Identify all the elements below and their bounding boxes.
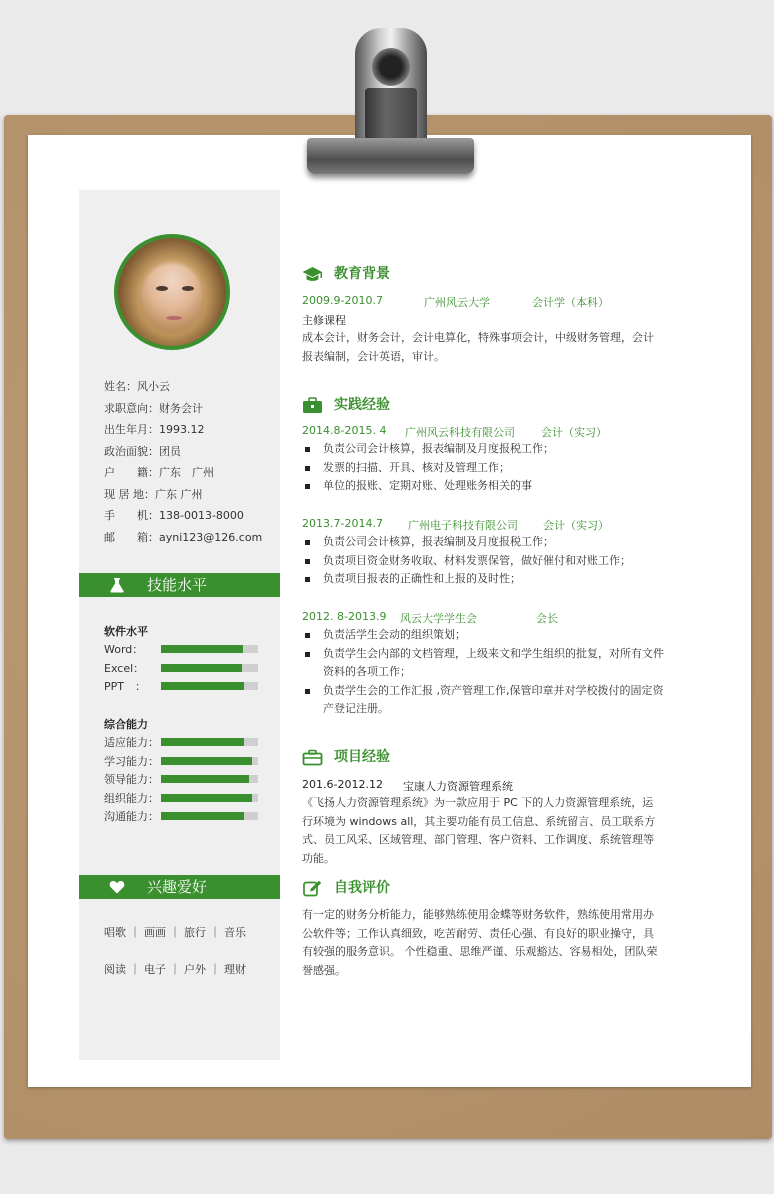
practice-org: 广州电子科技有限公司 [408, 519, 518, 532]
project-name: 宝康人力资源管理系统 [403, 780, 513, 793]
list-item: 单位的报账、定期对账、处理账务相关的事 [302, 477, 664, 496]
skill-bar-fill [161, 757, 252, 765]
hobby-line: 阅读 ｜ 电子 ｜ 户外 ｜ 理财 [104, 963, 246, 976]
education-title: 教育背景 [334, 266, 390, 282]
list-item: 负责项目资金财务收取、材料发票保管，做好催付和对账工作； [302, 552, 664, 571]
skill-row [104, 769, 264, 788]
skill-bar-fill [161, 812, 244, 820]
skill-label: Excel： [104, 661, 145, 675]
edit-icon [302, 880, 323, 897]
heart-icon [109, 879, 125, 895]
education-period: 2009.9-2010.7 [302, 294, 383, 307]
skill-bar-fill [161, 664, 242, 672]
practice-period: 2013.7-2014.7 [302, 517, 383, 530]
skill-bar-fill [161, 738, 244, 746]
avatar-mouth [166, 316, 182, 320]
clip-plate [365, 88, 417, 140]
practice-role: 会计（实习） [543, 519, 609, 532]
list-item: 负责学生会的工作汇报 ,资产管理工作,保管印章并对学校拨付的固定资产登记注册。 [302, 682, 664, 719]
info-row-hukou: 户 籍：广东 广州 [104, 466, 214, 479]
skill-bar-fill [161, 682, 244, 690]
skill-bar-track [161, 738, 258, 746]
practice-period: 2012. 8-2013.9 [302, 610, 387, 623]
skill-row [104, 732, 264, 751]
skills-group-title: 软件水平 [104, 625, 148, 638]
education-major: 会计学（本科） [532, 296, 609, 309]
practice-duties [302, 440, 664, 496]
info-row-name: 姓名：风小云 [104, 380, 170, 393]
info-row-birth: 出生年月：1993.12 [104, 423, 205, 436]
course-list: 成本会计，财务会计，会计电算化，特殊事项会计，中级财务管理，会计报表编制，会计英语，审计。 [302, 331, 654, 363]
list-item: 负责项目报表的正确性和上报的及时性； [302, 570, 664, 589]
skill-label: Word： [104, 643, 144, 656]
skills-group-software [104, 623, 264, 695]
skill-bar-track [161, 664, 258, 672]
skill-bar-fill [161, 775, 249, 783]
project-title: 项目经验 [334, 749, 390, 765]
skill-label: 适应能力： [104, 736, 159, 749]
skill-label: PPT ： [104, 680, 146, 694]
skill-bar-fill [161, 645, 243, 653]
self-eval-title: 自我评价 [334, 880, 390, 896]
education-school: 广州风云大学 [424, 296, 490, 309]
clip-base [307, 138, 474, 174]
skill-bar-track [161, 794, 258, 802]
skill-row [104, 639, 264, 658]
info-row-phone: 手 机：138-0013-8000 [104, 509, 244, 522]
info-row-email: 邮 箱：ayni123@126.com [104, 530, 263, 544]
avatar-hair [118, 238, 226, 346]
graduation-cap-icon [302, 266, 323, 283]
avatar [114, 234, 230, 350]
list-item: 负责学生会内部的文档管理，上级来文和学生组织的批复，对所有文件资料的各项工作； [302, 645, 664, 682]
skill-bar-track [161, 645, 258, 653]
skills-group-general [104, 716, 264, 825]
self-eval-text: 有一定的财务分析能力，能够熟练使用金蝶等财务软件，熟练使用常用办公软件等；工作认真细致，吃苦耐劳、责任心强、有良好的职业操守，具有较强的服务意识。 个性稳重、思维严谨、乐观豁达、容易相处，团队荣誉感强。 [302, 908, 658, 977]
skill-label: 学习能力： [104, 754, 159, 768]
skill-label: 领导能力： [104, 773, 159, 787]
info-row-residence: 现 居 地：广东 广州 [104, 487, 203, 501]
briefcase-icon [302, 397, 323, 414]
list-item: 负责公司会计核算，报表编制及月度报税工作； [302, 440, 664, 459]
personal-info [104, 380, 280, 552]
skill-bar-fill [161, 794, 252, 802]
skill-bar-track [161, 775, 258, 783]
list-item: 负责活学生会动的组织策划； [302, 626, 664, 645]
project-period: 201.6-2012.12 [302, 778, 383, 791]
practice-role: 会长 [536, 612, 558, 625]
practice-role: 会计（实习） [541, 426, 607, 439]
skill-row [104, 658, 264, 677]
practice-period: 2014.8-2015. 4 [302, 424, 387, 437]
info-row-politics: 政治面貌：团员 [104, 444, 181, 458]
skill-bar-track [161, 812, 258, 820]
info-row-objective: 求职意向：财务会计 [104, 401, 203, 415]
project-description: 《飞扬人力资源管理系统》为一款应用于 PC 下的人力资源管理系统，运行环境为 windows all，其主要功能有员工信息、系统留言、员工联系方式、员工风采、区域管理、部门管理、客户资料、工作调度、系统管理等功能。 [302, 796, 656, 865]
skills-group-title: 综合能力 [104, 718, 148, 731]
skill-bar-track [161, 682, 258, 690]
avatar-eye-left [156, 286, 168, 291]
practice-title: 实践经验 [334, 397, 390, 413]
skill-label: 组织能力： [104, 791, 159, 805]
suitcase-icon [302, 749, 323, 766]
clip-hole [372, 48, 410, 86]
hobby-header [79, 875, 280, 899]
practice-duties [302, 533, 664, 589]
practice-org: 风云大学学生会 [400, 612, 477, 625]
avatar-eye-right [182, 286, 194, 291]
skill-bar-track [161, 757, 258, 765]
skills-title: 技能水平 [147, 576, 208, 594]
list-item: 发票的扫描、开具、核对及管理工作； [302, 459, 664, 478]
practice-duties [302, 626, 664, 719]
list-item: 负责公司会计核算，报表编制及月度报税工作； [302, 533, 664, 552]
hobby-title: 兴趣爱好 [147, 878, 208, 896]
flask-icon [109, 577, 125, 593]
practice-org: 广州风云科技有限公司 [405, 426, 515, 439]
skill-row [104, 676, 264, 695]
skill-row [104, 788, 264, 807]
hobby-line: 唱歌 ｜ 画画 ｜ 旅行 ｜ 音乐 [104, 926, 246, 939]
course-label: 主修课程 [302, 314, 346, 327]
skill-row [104, 751, 264, 770]
skills-header [79, 573, 280, 597]
skill-row [104, 806, 264, 825]
skill-label: 沟通能力： [104, 810, 159, 824]
